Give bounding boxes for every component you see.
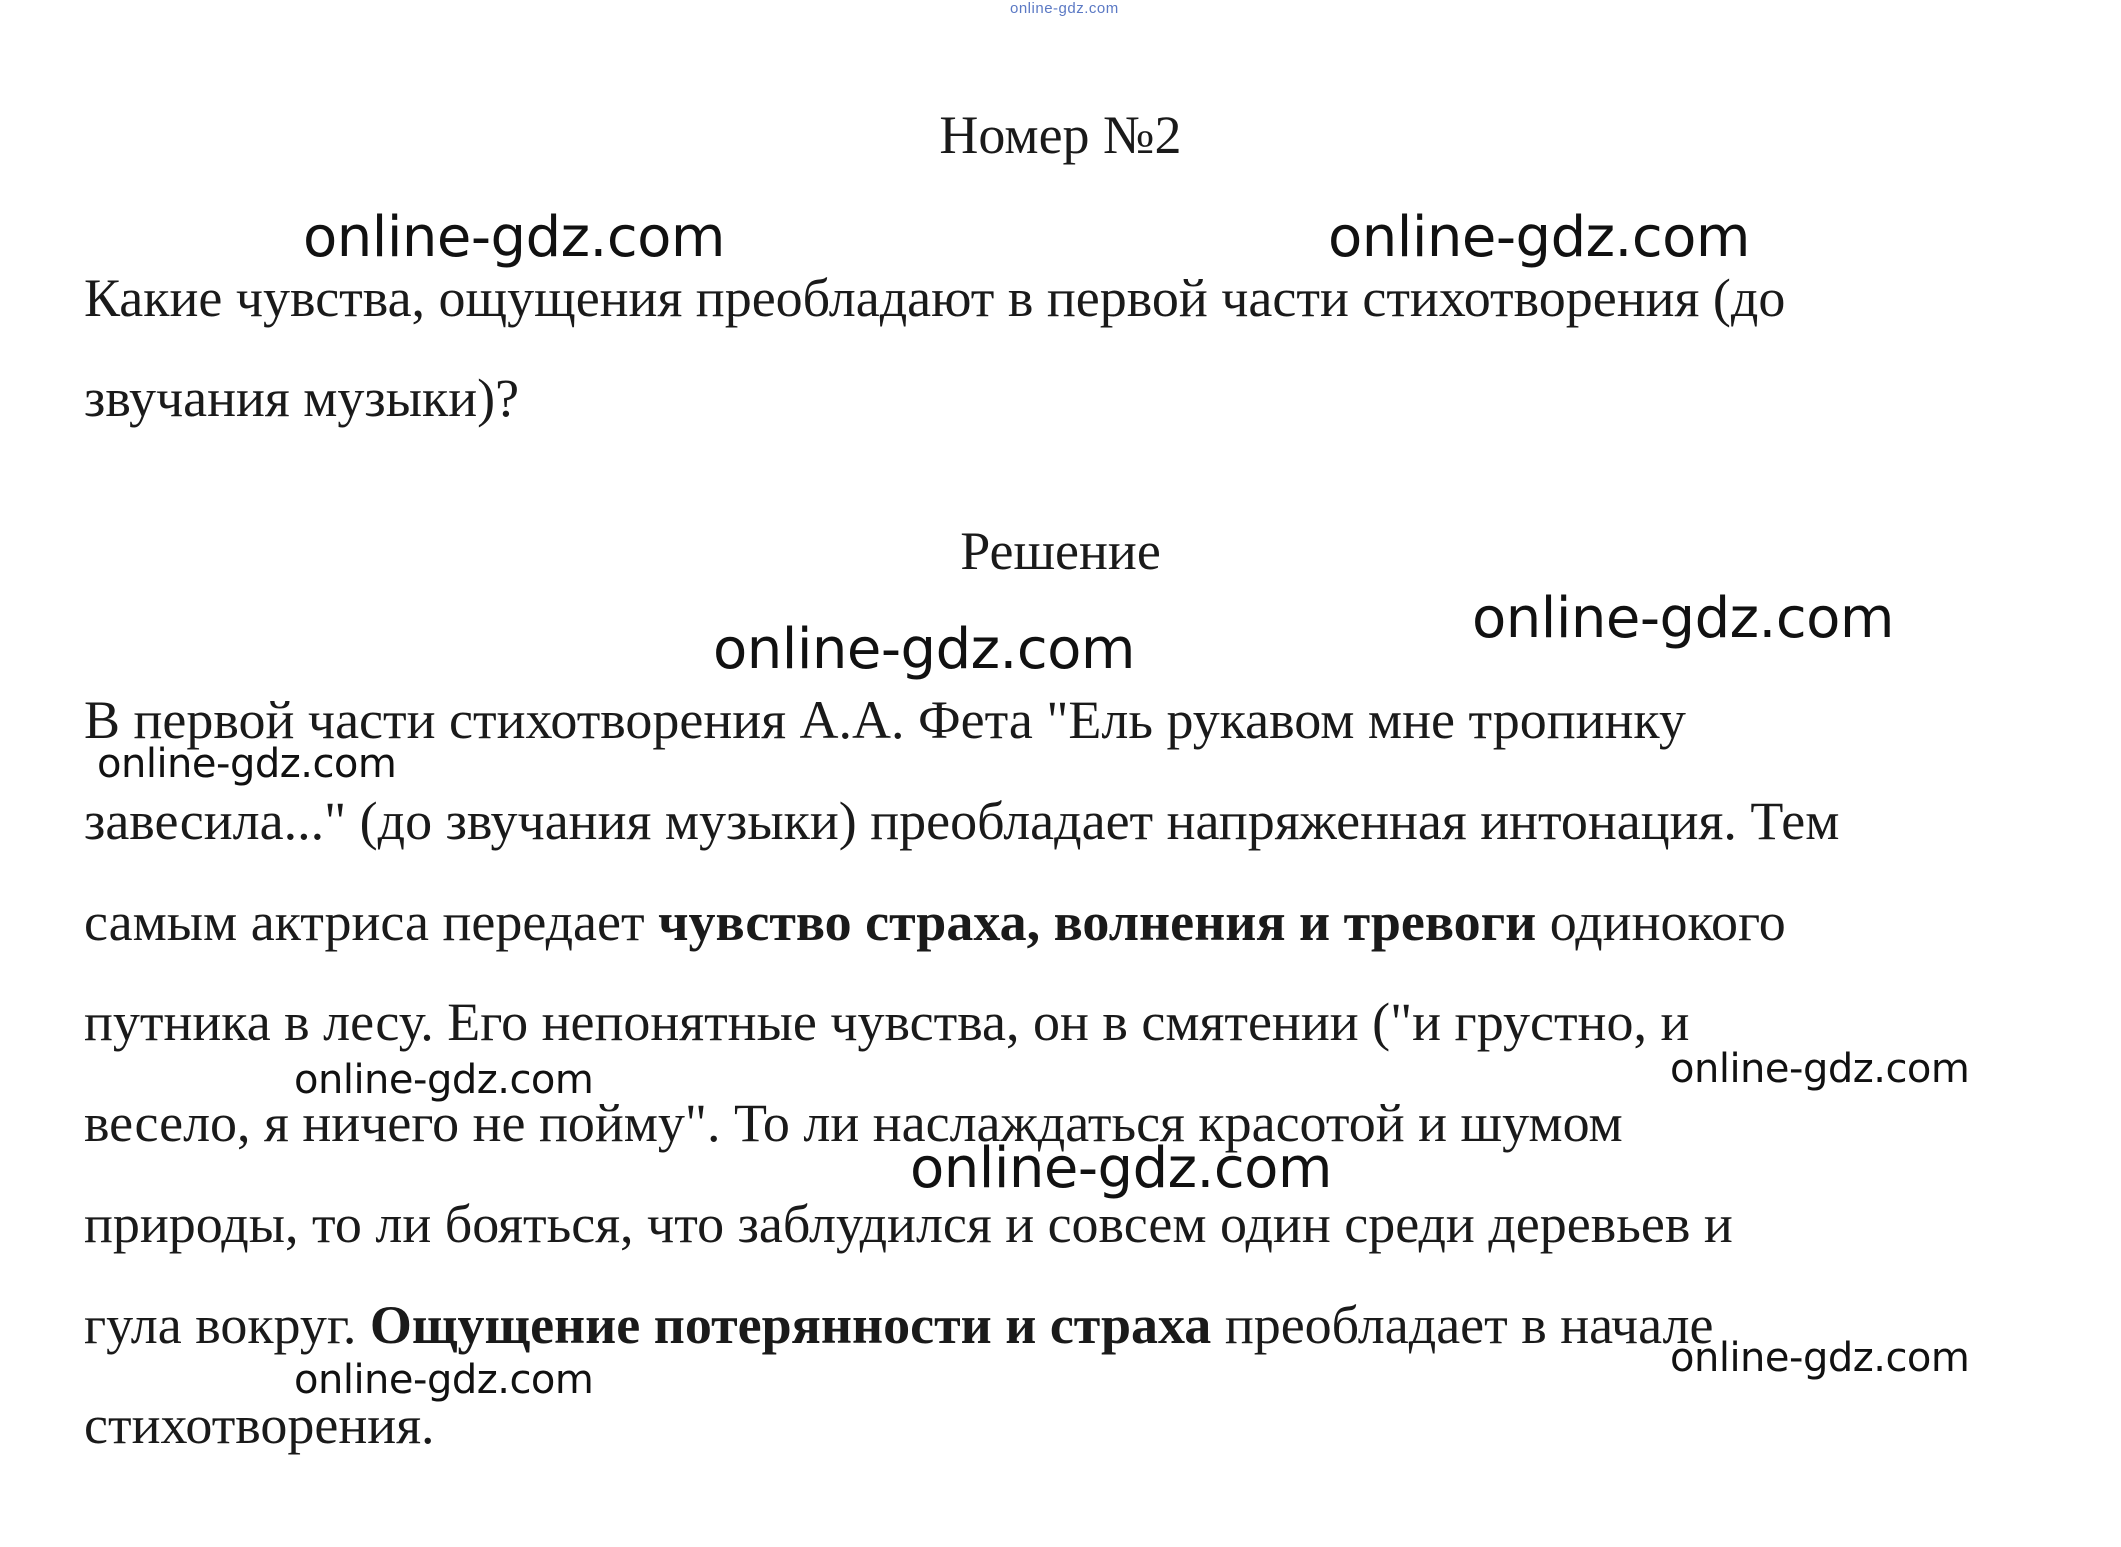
answer-line-6: природы, то ли бояться, что заблудился и совсем один среди деревьев и [84,1194,1733,1254]
watermark: online-gdz.com [1670,1335,1970,1381]
answer-line-2: завесила..." (до звучания музыки) преобладает напряженная интонация. Тем [84,791,1840,851]
answer-line-4: путника в лесу. Его непонятные чувства, он в смятении ("и грустно, и [84,992,1690,1052]
question-line-1: Какие чувства, ощущения преобладают в первой части стихотворения (до [84,268,1786,328]
watermark: online-gdz.com [1328,205,1750,270]
watermark: online-gdz.com [97,741,397,787]
watermark: online-gdz.com [1472,586,1894,651]
watermark: online-gdz.com [1670,1046,1970,1092]
answer-text: преобладает в начале [1211,1295,1714,1355]
watermark: online-gdz.com [713,617,1135,682]
page-title: Номер №2 [939,105,1182,165]
watermark: online-gdz.com [910,1136,1332,1201]
answer-line-8: стихотворения. [84,1395,435,1455]
watermark: online-gdz.com [294,1057,594,1103]
answer-text: гула вокруг. [84,1295,370,1355]
answer-line-5: весело, я ничего не пойму". То ли наслаждаться красотой и шумом [84,1093,1623,1153]
site-mark: online-gdz.com [1010,0,1119,17]
watermark: online-gdz.com [303,205,725,270]
solution-heading: Решение [960,521,1161,581]
answer-line-3 [84,890,1786,954]
answer-text: самым актриса передает [84,892,659,952]
question-line-2: звучания музыки)? [84,368,520,428]
answer-line-7 [84,1293,1713,1357]
watermark: online-gdz.com [294,1357,594,1403]
answer-line-1: В первой части стихотворения А.А. Фета "Ель рукавом мне тропинку [84,690,1686,750]
answer-emphasis: Ощущение потерянности и страха [369,1295,1212,1355]
answer-text: одинокого [1536,892,1786,952]
answer-emphasis: чувство страха, волнения и тревоги [658,892,1537,952]
